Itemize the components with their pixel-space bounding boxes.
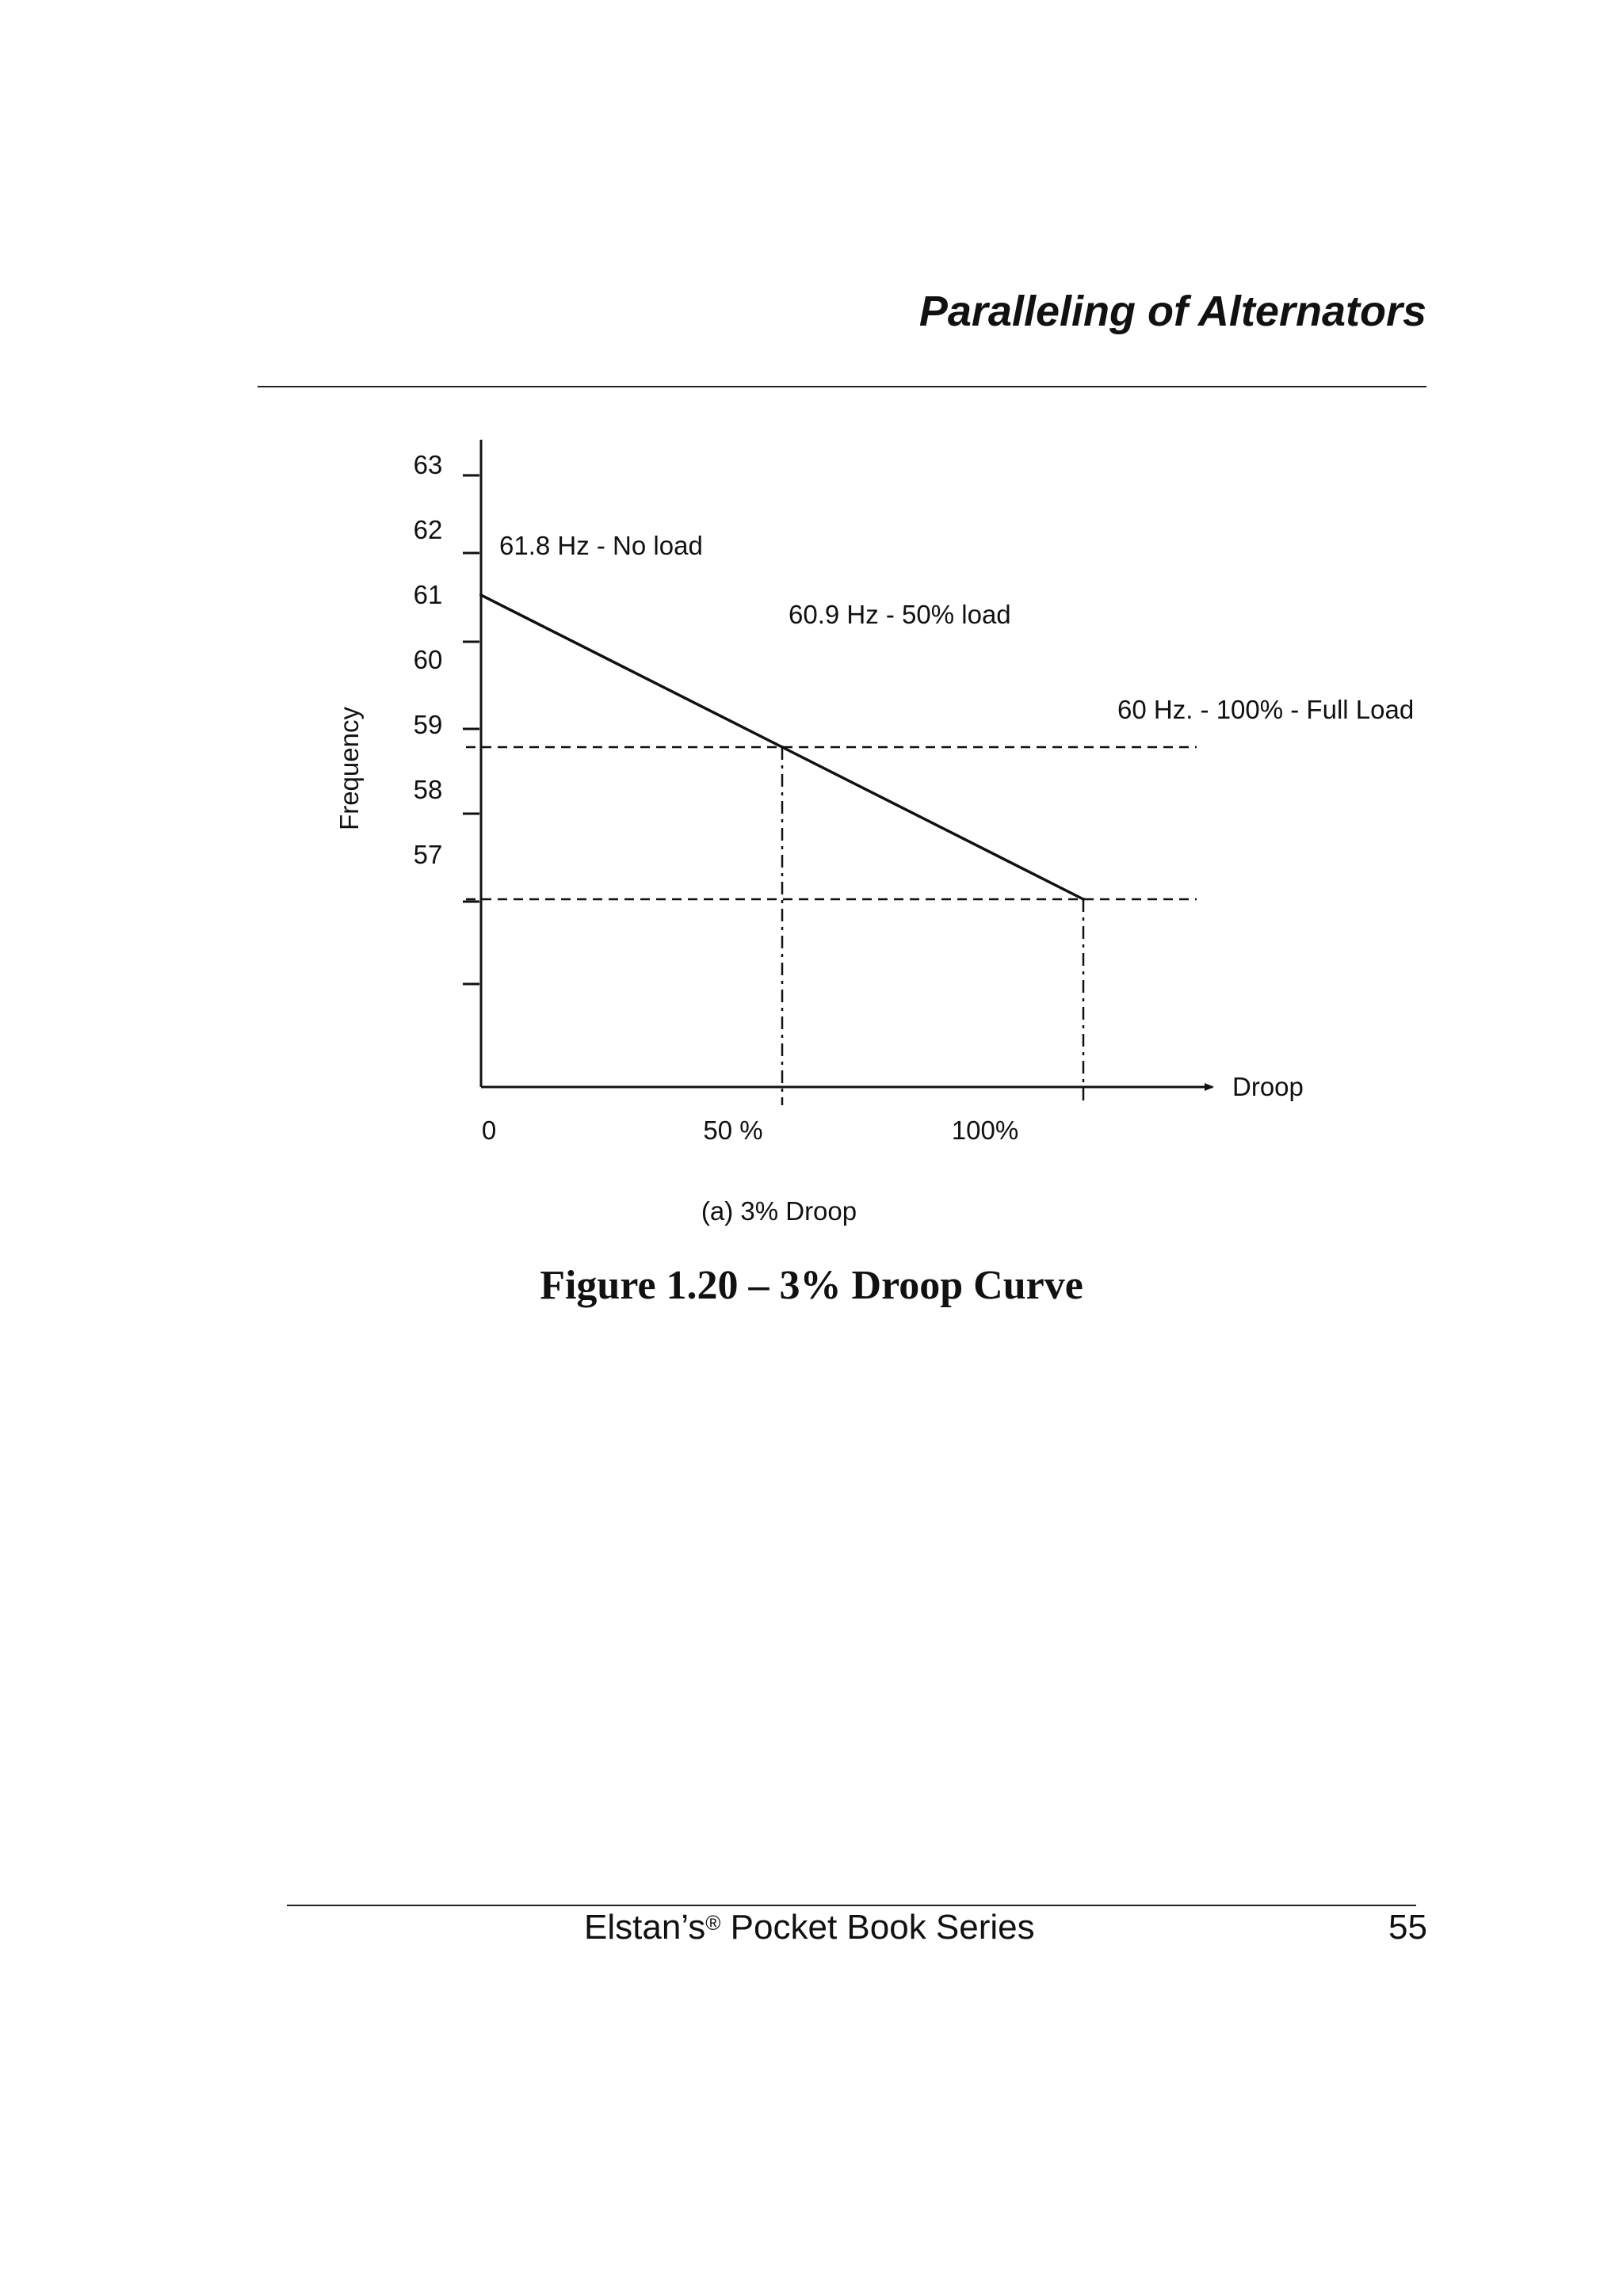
figure-caption: Figure 1.20 – 3% Droop Curve [540,1263,1083,1308]
droop-point [479,593,483,597]
y-tick-label: 58 [413,775,443,804]
y-axis-label: Frequency [334,707,364,830]
registered-mark: ® [705,1911,721,1935]
x-tick-label: 50 % [703,1116,763,1145]
point-annotation: 60.9 Hz - 50% load [789,600,1011,629]
footer-divider [287,1905,1416,1906]
x-tick-label: 100% [951,1116,1019,1145]
y-tick-label: 59 [413,710,443,739]
x-axis-label: Droop [1232,1072,1304,1101]
y-tick-label: 60 [413,645,443,674]
x-tick-label: 0 [481,1116,497,1145]
droop-point [1082,898,1085,901]
y-tick-label: 57 [413,840,443,869]
footer-series-name: Elstan’s [584,1908,706,1947]
point-annotation: 61.8 Hz - No load [499,531,703,560]
y-tick-label: 63 [413,450,443,479]
chart-subtitle: (a) 3% Droop [701,1196,857,1226]
y-tick-label: 62 [413,515,443,544]
droop-point [781,746,784,749]
y-tick-label: 61 [413,580,443,609]
page-number: 55 [1388,1908,1427,1947]
footer-series-title [584,1908,1035,1947]
point-annotation: 60 Hz. - 100% - Full Load [1117,695,1415,724]
footer-series-suffix: Pocket Book Series [720,1908,1035,1947]
page-header-title: Paralleling of Alternators [918,288,1426,335]
